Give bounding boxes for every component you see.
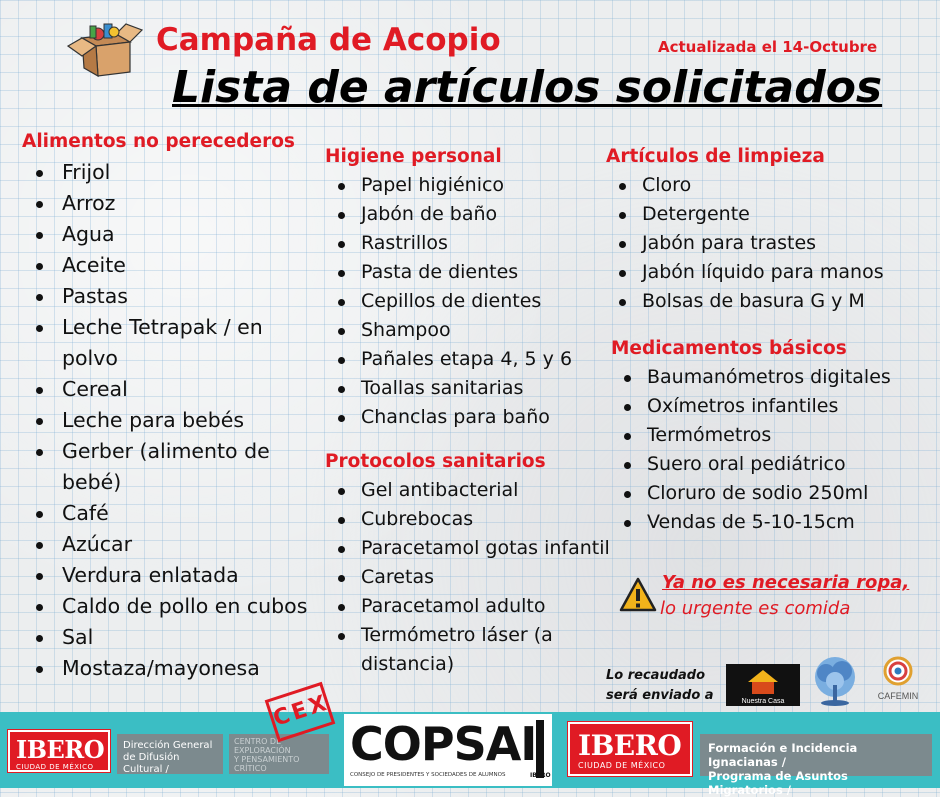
list-item: Mostaza/mayonesa bbox=[22, 653, 322, 684]
ibero-logo-2 bbox=[568, 722, 692, 776]
list-item: Cepillos de dientes bbox=[335, 287, 605, 316]
list-item: Chanclas para baño bbox=[335, 403, 605, 432]
cafemin-logo bbox=[868, 655, 928, 705]
list-item: Café bbox=[22, 498, 322, 529]
cex-stamp: CEX bbox=[265, 682, 336, 742]
section-title-limpieza: Artículos de limpieza bbox=[606, 146, 825, 167]
copsai-text: COPSAI bbox=[350, 717, 537, 771]
list-higiene bbox=[335, 171, 605, 432]
copsai-bar bbox=[536, 720, 544, 778]
list-item: Rastrillos bbox=[335, 229, 605, 258]
list-item: Oxímetros infantiles bbox=[621, 392, 931, 421]
nuestra-casa-text: Nuestra Casa bbox=[741, 698, 785, 705]
list-item: Caretas bbox=[335, 563, 615, 592]
ibero-logo-2-text: IBERO bbox=[578, 729, 682, 762]
ibero-logo-1 bbox=[8, 730, 110, 772]
list-item: Suero oral pediátrico bbox=[621, 450, 931, 479]
list-item: Pañales etapa 4, 5 y 6 bbox=[335, 345, 605, 374]
list-item: Jabón de baño bbox=[335, 200, 605, 229]
list-item: Shampoo bbox=[335, 316, 605, 345]
list-item: Aceite bbox=[22, 250, 322, 281]
cex-line-2: EXPLORACIÓN bbox=[234, 746, 291, 755]
list-item: Paracetamol adulto bbox=[335, 592, 615, 621]
list-item: Cloruro de sodio 250ml bbox=[621, 479, 931, 508]
page-title: Lista de artículos solicitados bbox=[172, 62, 883, 113]
list-medicamentos bbox=[621, 363, 931, 537]
copsai-mark: IBERO bbox=[530, 772, 551, 779]
difusion-cultural-box bbox=[117, 734, 223, 774]
list-item: Leche para bebés bbox=[22, 405, 322, 436]
list-item: Vendas de 5-10-15cm bbox=[621, 508, 931, 537]
cex-line-4: CRÍTICO bbox=[234, 764, 267, 773]
donation-box-icon bbox=[52, 16, 148, 78]
list-item: Leche Tetrapak / en polvo bbox=[22, 312, 322, 374]
formacion-box bbox=[700, 734, 932, 797]
difusion-line-2: de Difusión Cultural / bbox=[123, 752, 180, 775]
notice-line-2: lo urgente es comida bbox=[660, 598, 851, 619]
sent-to-line-1: Lo recaudado bbox=[606, 668, 706, 683]
list-item: Detergente bbox=[616, 200, 926, 229]
cex-line-1: CENTRO DE bbox=[234, 737, 282, 746]
list-item: Arroz bbox=[22, 188, 322, 219]
ibero-logo-1-sub: CIUDAD DE MÉXICO bbox=[16, 763, 94, 771]
nuestra-casa-logo bbox=[726, 664, 800, 706]
sent-to-label bbox=[606, 666, 714, 706]
ibero-logo-1-text: IBERO bbox=[16, 735, 105, 764]
updated-date: Actualizada el 14-Octubre bbox=[658, 38, 878, 56]
formacion-line-1: Formación e Incidencia Ignacianas / bbox=[708, 741, 858, 769]
list-item: Cloro bbox=[616, 171, 926, 200]
list-item: Verdura enlatada bbox=[22, 560, 322, 591]
ibero-logo-2-sub: CIUDAD DE MÉXICO bbox=[578, 761, 666, 770]
list-item: Caldo de pollo en cubos bbox=[22, 591, 322, 622]
list-item: Baumanómetros digitales bbox=[621, 363, 931, 392]
list-item: Pastas bbox=[22, 281, 322, 312]
section-title-higiene: Higiene personal bbox=[325, 146, 502, 167]
list-item: Gerber (alimento de bebé) bbox=[22, 436, 322, 498]
list-alimentos bbox=[22, 157, 322, 684]
list-item: Cereal bbox=[22, 374, 322, 405]
list-item: Gel antibacterial bbox=[335, 476, 615, 505]
section-title-alimentos: Alimentos no perecederos bbox=[22, 131, 295, 152]
list-item: Toallas sanitarias bbox=[335, 374, 605, 403]
list-item: Cubrebocas bbox=[335, 505, 615, 534]
sent-to-line-2: será enviado a bbox=[606, 688, 714, 703]
list-item: Jabón líquido para manos bbox=[616, 258, 926, 287]
list-item: Agua bbox=[22, 219, 322, 250]
list-item: Bolsas de basura G y M bbox=[616, 287, 926, 316]
house-icon bbox=[726, 664, 800, 706]
list-item: Paracetamol gotas infantil bbox=[335, 534, 615, 563]
section-title-medicamentos: Medicamentos básicos bbox=[611, 338, 847, 359]
cex-line-3: Y PENSAMIENTO bbox=[234, 755, 300, 764]
list-item: Pasta de dientes bbox=[335, 258, 605, 287]
formacion-line-2: Programa de Asuntos Migratorios / bbox=[708, 769, 848, 797]
list-item: Sal bbox=[22, 622, 322, 653]
list-limpieza bbox=[616, 171, 926, 316]
list-protocolos bbox=[335, 476, 615, 679]
campaign-title: Campaña de Acopio bbox=[156, 22, 501, 58]
cafemin-text: CAFEMIN bbox=[877, 691, 919, 701]
list-item: Frijol bbox=[22, 157, 322, 188]
difusion-line-1: Dirección General bbox=[123, 740, 213, 751]
notice-line-1: Ya no es necesaria ropa, bbox=[662, 572, 910, 593]
list-item: Termómetros bbox=[621, 421, 931, 450]
section-title-protocolos: Protocolos sanitarios bbox=[325, 451, 546, 472]
list-item: Azúcar bbox=[22, 529, 322, 560]
list-item: Papel higiénico bbox=[335, 171, 605, 200]
warning-icon bbox=[619, 577, 657, 613]
tree-logo bbox=[808, 655, 862, 707]
copsai-logo bbox=[344, 714, 552, 786]
copsai-subtext: CONSEJO DE PRESIDENTES Y SOCIEDADES DE ALUMNOS bbox=[350, 772, 506, 778]
list-item: Jabón para trastes bbox=[616, 229, 926, 258]
list-item: Termómetro láser (a distancia) bbox=[335, 621, 585, 679]
